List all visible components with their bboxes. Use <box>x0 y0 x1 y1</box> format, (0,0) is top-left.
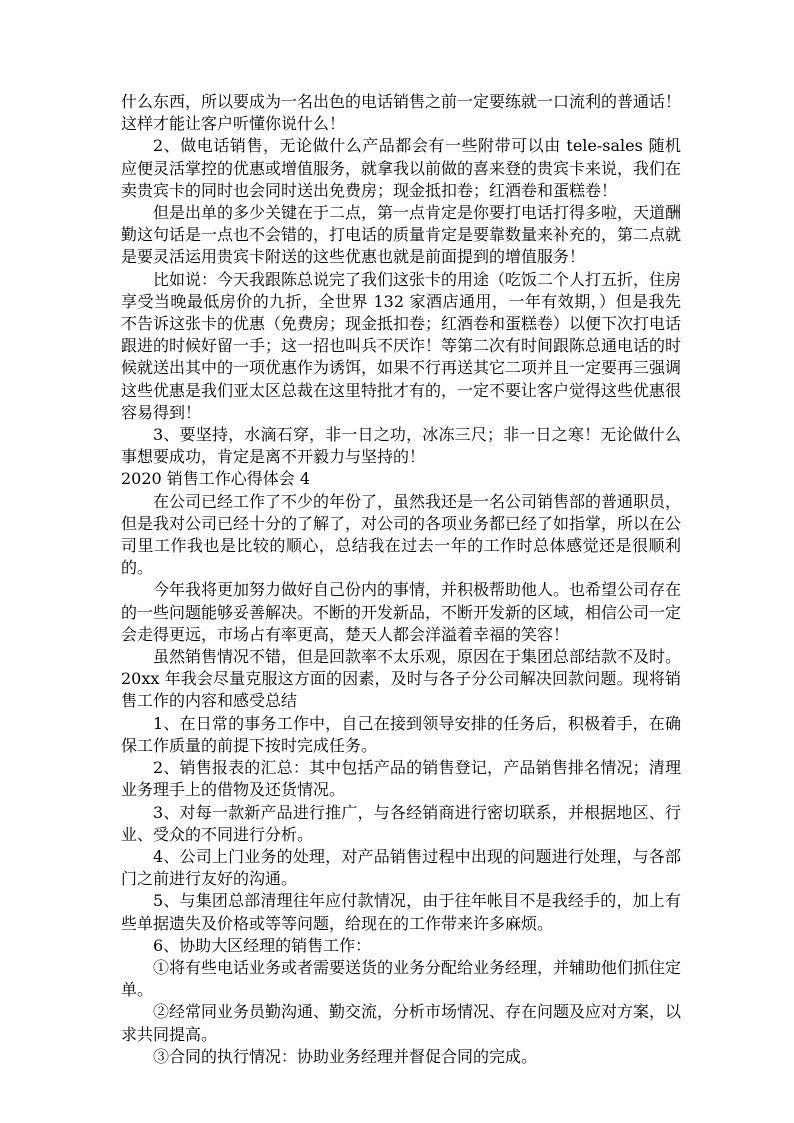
paragraph-tip-3: 3、要坚持，水滴石穿，非一日之功，冰冻三尺；非一日之寒！无论做什么事想要成功，肯定是离不开毅力与坚持的！ <box>121 425 681 467</box>
sub-item-2: ②经常同业务员勤沟通、勤交流，分析市场情况、存在问题及应对方案，以求共同提高。 <box>121 1002 682 1044</box>
list-item-5: 5、与集团总部清理往年应付款情况，由于往年帐目不是我经手的，加上有些单据遗失及价格或等等问题，给现在的工作带来许多麻烦。 <box>121 891 681 933</box>
section-heading: 2020 销售工作心得体会 4 <box>121 469 311 489</box>
paragraph-plan: 今年我将更加努力做好自己份内的事情，并积极帮助他人。也希望公司存在的一些问题能够妥善解决。不断的开发新品，不断开发新的区域，相信公司一定会走得更远，市场占有率更高，楚天人都会洋溢着幸福的笑容！ <box>121 580 682 644</box>
sub-item-1: ①将有些电话业务或者需要送货的业务分配给业务经理，并辅助他们抓住定单。 <box>121 957 682 1000</box>
paragraph-key-points: 但是出单的多少关键在于二点，第一点肯定是你要打电话打得多啦，天道酬勤这句话是一点也不会错的，打电话的质量肯定是要靠数量来补充的，第二点就是要灵活运用贵宾卡附送的这些优惠也就是前面提到的增值服务！ <box>121 203 682 267</box>
paragraph-intro-continued: 什么东西，所以要成为一名出色的电话销售之前一定要练就一口流利的普通话！这样才能让客户听懂你说什么！ <box>121 92 682 134</box>
list-item-3: 3、对每一款新产品进行推广，与各经销商进行密切联系，并根据地区、行业、受众的不同进行分析。 <box>121 802 681 844</box>
paragraph-example: 比如说：今天我跟陈总说完了我们这张卡的用途（吃饭二个人打五折，住房享受当晚最低房价的九折，全世界 132 家酒店通用，一年有效期，）但是我先不告诉这张卡的优惠（免费房；现金抵扣卷；红酒卷和蛋糕卷）以便下次打电话跟进的时候好留一手；这一招也叫兵不厌诈！等第二次有时间跟陈总通电话的时候就送出其中的一项优惠作为诱饵，如果不行再送其它二项并且一定要再三强调这些优惠是我们亚太区总裁在这里特批才有的，一定不要让客户觉得这些优惠很容易得到！ <box>121 269 682 422</box>
list-item-2: 2、销售报表的汇总：其中包括产品的销售登记，产品销售排名情况；清理业务理手上的借物及还货情况。 <box>121 758 681 800</box>
sub-item-3: ③合同的执行情况：协助业务经理并督促合同的完成。 <box>153 1046 538 1066</box>
paragraph-collections: 虽然销售情况不错，但是回款率不太乐观，原因在于集团总部结款不及时。20xx 年我会尽量克服这方面的因素，及时与各子分公司解决回款问题。现将销售工作的内容和感受总结 <box>121 647 682 711</box>
document-page <box>121 91 681 1068</box>
paragraph-tip-2: 2、做电话销售，无论做什么产品都会有一些附带可以由 tele-sales 随机应便灵活掌控的优惠或增值服务，就拿我以前做的喜来登的贵宾卡来说，我们在卖贵宾卡的同时也会同时送出免费房；现金抵扣卷；红酒卷和蛋糕卷！ <box>121 136 682 200</box>
paragraph-overview: 在公司已经工作了不少的年份了，虽然我还是一名公司销售部的普通职员，但是我对公司已经十分的了解了，对公司的各项业务都已经了如指掌，所以在公司里工作我也是比较的顺心，总结我在过去一年的工作时总体感觉还是很顺利的。 <box>121 491 682 578</box>
list-item-1: 1、在日常的事务工作中，自己在接到领导安排的任务后，积极着手，在确保工作质量的前提下按时完成任务。 <box>121 713 681 755</box>
list-item-6: 6、协助大区经理的销售工作： <box>153 935 372 955</box>
list-item-4: 4、公司上门业务的处理，对产品销售过程中出现的问题进行处理，与各部门之前进行友好的沟通。 <box>121 846 681 889</box>
